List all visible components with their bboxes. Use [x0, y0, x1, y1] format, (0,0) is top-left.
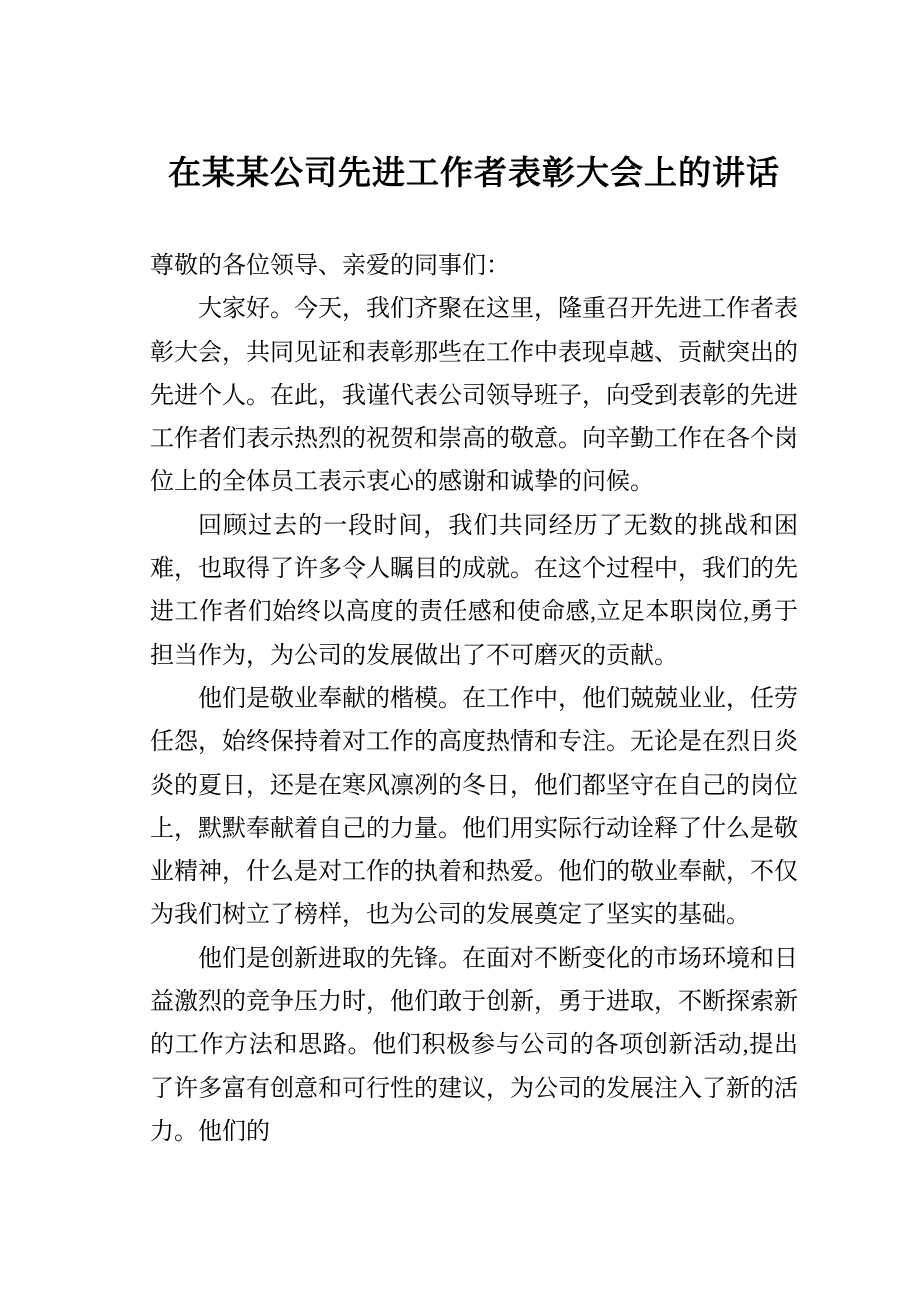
- document-body: [150, 245, 798, 1154]
- body-paragraph: 大家好。今天，我们齐聚在这里，隆重召开先进工作者表彰大会，共同见证和表彰那些在工作中表现卓越、贡献突出的先进个人。在此，我谨代表公司领导班子，向受到表彰的先进工作者们表示热烈的祝贺和崇高的敬意。向辛勤工作在各个岗位上的全体员工表示衷心的感谢和诚挚的问候。: [150, 296, 798, 496]
- body-paragraph: 他们是创新进取的先锋。在面对不断变化的市场环境和日益激烈的竞争压力时，他们敢于创新，勇于进取，不断探索新的工作方法和思路。他们积极参与公司的各项创新活动,提出了许多富有创意和可行性的建议，为公司的发展注入了新的活力。他们的: [150, 945, 798, 1145]
- body-paragraph: 回顾过去的一段时间，我们共同经历了无数的挑战和困难，也取得了许多令人瞩目的成就。在这个过程中，我们的先进工作者们始终以高度的责任感和使命感,立足本职岗位,勇于担当作为，为公司的发展做出了不可磨灭的贡献。: [150, 512, 798, 669]
- body-paragraph: 他们是敬业奉献的楷模。在工作中，他们兢兢业业，任劳任怨，始终保持着对工作的高度热情和专注。无论是在烈日炎炎的夏日，还是在寒风凛冽的冬日，他们都坚守在自己的岗位上，默默奉献着自己的力量。他们用实际行动诠释了什么是敬业精神，什么是对工作的执着和热爱。他们的敬业奉献，不仅为我们树立了榜样，也为公司的发展奠定了坚实的基础。: [150, 685, 798, 929]
- document-title: 在某某公司先进工作者表彰大会上的讲话: [168, 156, 780, 192]
- salutation-line: 尊敬的各位领导、亲爱的同事们：: [150, 253, 510, 279]
